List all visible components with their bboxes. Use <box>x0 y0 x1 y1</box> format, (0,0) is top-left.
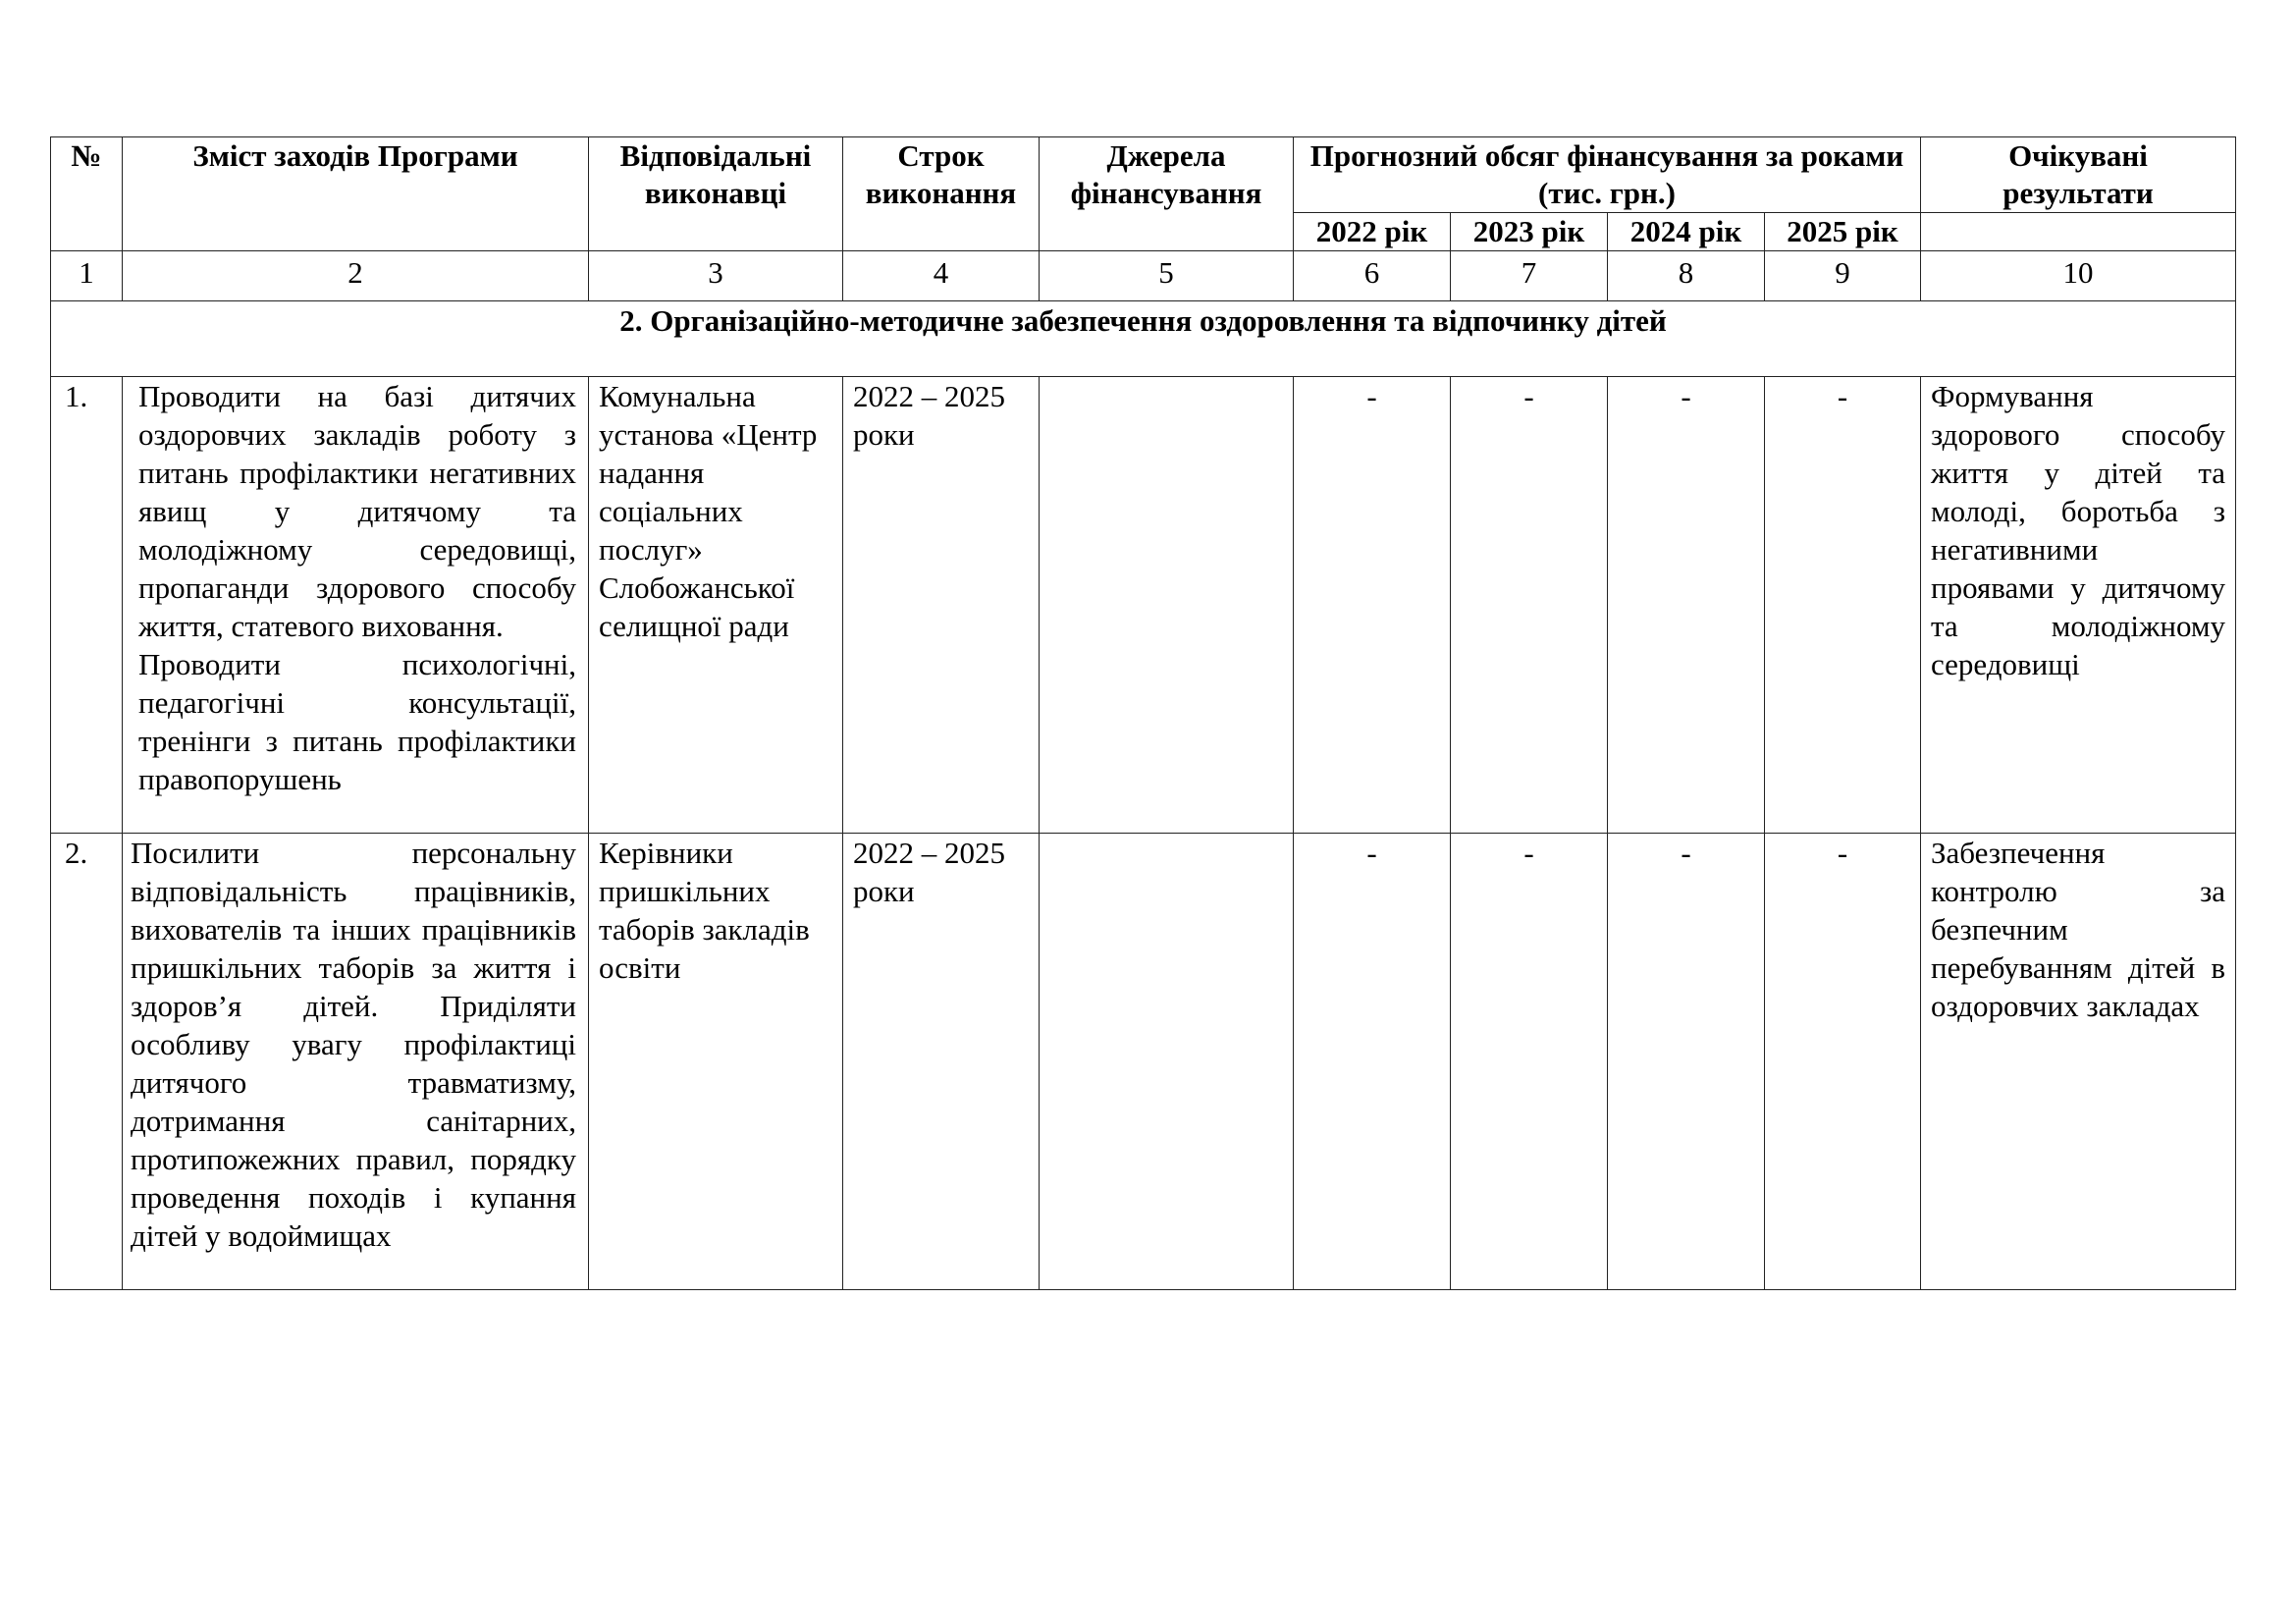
header-year-2024: 2024 рік <box>1608 213 1765 251</box>
section-row <box>51 301 2236 377</box>
header-year-2023: 2023 рік <box>1451 213 1608 251</box>
row-results: Формування здорового способу життя у дітей та молоді, боротьба з негативними проявами у дитячому та молодіжному середовищі <box>1921 377 2236 834</box>
row-term: 2022 – 2025 роки <box>843 377 1040 834</box>
row-responsible: Керівники пришкільних таборів закладів освіти <box>589 834 843 1290</box>
row-funding-2023: - <box>1451 834 1608 1290</box>
row-term: 2022 – 2025 роки <box>843 834 1040 1290</box>
row-funding-2024: - <box>1608 834 1765 1290</box>
row-funding-2022: - <box>1294 834 1451 1290</box>
row-funding-2022: - <box>1294 377 1451 834</box>
row-sources <box>1040 834 1294 1290</box>
row-responsible: Комунальна установа «Центр надання соціальних послуг» Слобожанської селищної ради <box>589 377 843 834</box>
header-responsible: Відповідальні виконавці <box>589 137 843 251</box>
header-sources: Джерела фінансування <box>1040 137 1294 251</box>
header-content: Зміст заходів Програми <box>123 137 589 251</box>
row-content: Посилити персональну відповідальність працівників, вихователів та інших працівників пришкільних таборів за життя і здоров’я дітей. Приділяти особливу увагу профілактиці дитячого травматизму, дотримання санітарних, протипожежних правил, порядку проведення походів і купання дітей у водоймищах <box>123 834 589 1290</box>
row-funding-2025: - <box>1765 377 1921 834</box>
column-number: 3 <box>589 251 843 301</box>
section-title: 2. Організаційно-методичне забезпечення оздоровлення та відпочинку дітей <box>51 301 2236 377</box>
program-measures-table <box>50 136 2236 1290</box>
row-number: 2. <box>51 834 123 1290</box>
column-number: 2 <box>123 251 589 301</box>
column-number: 6 <box>1294 251 1451 301</box>
header-year-2025: 2025 рік <box>1765 213 1921 251</box>
row-funding-2023: - <box>1451 377 1608 834</box>
header-financing: Прогнозний обсяг фінансування за роками (тис. грн.) <box>1294 137 1921 213</box>
column-number: 1 <box>51 251 123 301</box>
column-number: 4 <box>843 251 1040 301</box>
column-number: 9 <box>1765 251 1921 301</box>
row-funding-2024: - <box>1608 377 1765 834</box>
column-number: 5 <box>1040 251 1294 301</box>
row-funding-2025: - <box>1765 834 1921 1290</box>
header-results: Очікувані результати <box>1921 137 2236 213</box>
row-results: Забезпечення контролю за безпечним перебуванням дітей в оздоровчих закладах <box>1921 834 2236 1290</box>
column-numbers-row <box>51 251 2236 301</box>
column-number: 10 <box>1921 251 2236 301</box>
table-row <box>51 377 2236 834</box>
table-row <box>51 834 2236 1290</box>
column-number: 7 <box>1451 251 1608 301</box>
header-term: Строк виконання <box>843 137 1040 251</box>
header-row <box>51 137 2236 213</box>
header-year-2022: 2022 рік <box>1294 213 1451 251</box>
row-content <box>123 377 589 834</box>
header-num: № <box>51 137 123 251</box>
row-content-paragraph: Проводити психологічні, педагогічні консультації, тренінги з питань профілактики правопорушень <box>138 647 576 796</box>
row-content-paragraph: Проводити на базі дитячих оздоровчих закладів роботу з питань профілактики негативних явищ у дитячому та молодіжному середовищі, пропаганди здорового способу життя, статевого виховання. <box>138 379 576 643</box>
row-number: 1. <box>51 377 123 834</box>
header-results-empty <box>1921 213 2236 251</box>
row-sources <box>1040 377 1294 834</box>
column-number: 8 <box>1608 251 1765 301</box>
